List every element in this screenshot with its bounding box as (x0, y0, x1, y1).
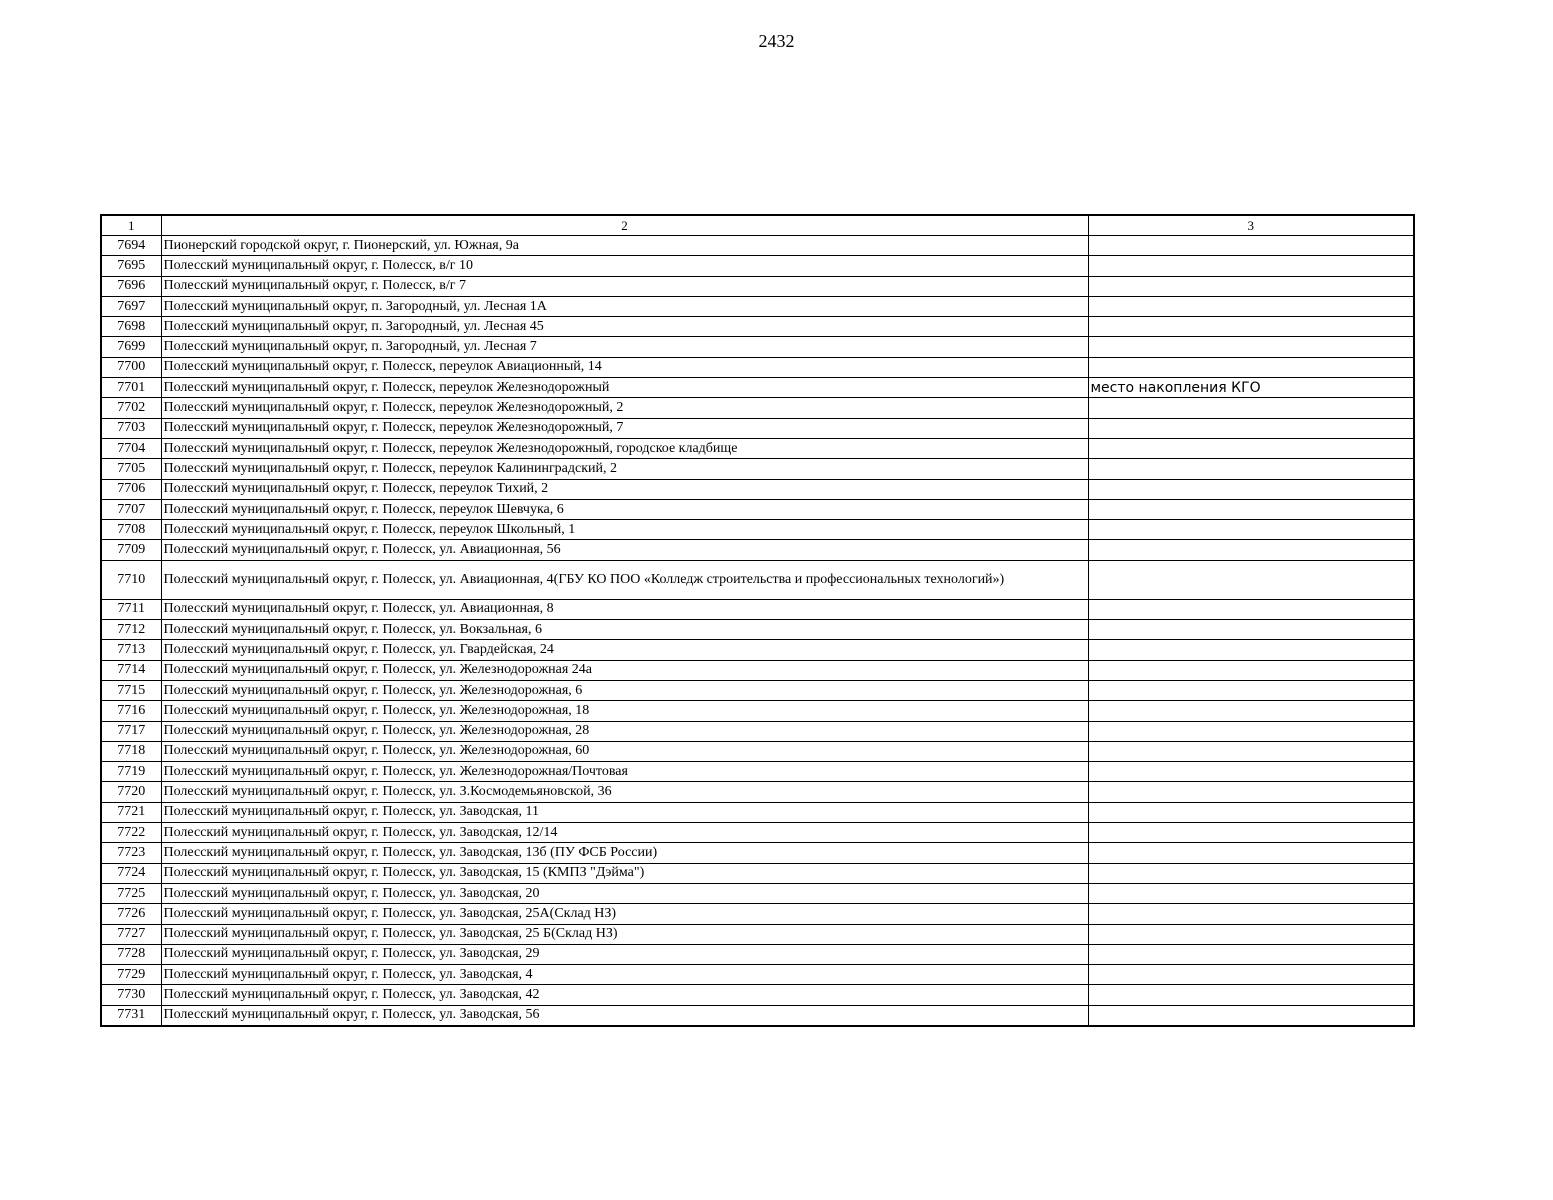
note-cell (1088, 741, 1414, 761)
row-number-cell: 7714 (101, 660, 161, 680)
note-cell (1088, 599, 1414, 619)
row-number-cell: 7696 (101, 276, 161, 296)
address-cell: Полесский муниципальный округ, г. Полесск, в/г 10 (161, 256, 1088, 276)
address-cell: Полесский муниципальный округ, п. Загородный, ул. Лесная 45 (161, 317, 1088, 337)
address-cell: Полесский муниципальный округ, г. Полесск, ул. Железнодорожная 24а (161, 660, 1088, 680)
table-row (101, 620, 1414, 640)
table-row (101, 296, 1414, 316)
page-number: 2432 (758, 31, 795, 51)
address-cell: Полесский муниципальный округ, г. Полесск, ул. Заводская, 56 (161, 1005, 1088, 1026)
note-cell (1088, 985, 1414, 1005)
table-row (101, 863, 1414, 883)
note-cell (1088, 317, 1414, 337)
note-cell (1088, 479, 1414, 499)
table-row (101, 904, 1414, 924)
table-row (101, 944, 1414, 964)
row-number-cell: 7727 (101, 924, 161, 944)
table-row (101, 357, 1414, 377)
note-cell (1088, 823, 1414, 843)
row-number-cell: 7704 (101, 438, 161, 458)
note-cell (1088, 680, 1414, 700)
address-cell: Пионерский городской округ, г. Пионерский, ул. Южная, 9а (161, 236, 1088, 256)
table-row (101, 843, 1414, 863)
row-number-cell: 7697 (101, 296, 161, 316)
row-number-cell: 7722 (101, 823, 161, 843)
row-number-cell: 7715 (101, 680, 161, 700)
note-cell (1088, 620, 1414, 640)
table-row (101, 337, 1414, 357)
address-cell: Полесский муниципальный округ, г. Полесск, ул. Заводская, 12/14 (161, 823, 1088, 843)
note-cell (1088, 560, 1414, 599)
row-number-cell: 7724 (101, 863, 161, 883)
address-cell: Полесский муниципальный округ, г. Полесск, ул. Железнодорожная, 6 (161, 680, 1088, 700)
row-number-cell: 7709 (101, 540, 161, 560)
row-number-cell: 7721 (101, 802, 161, 822)
note-cell (1088, 520, 1414, 540)
address-cell: Полесский муниципальный округ, г. Полесск, ул. Заводская, 11 (161, 802, 1088, 822)
note-cell (1088, 236, 1414, 256)
note-cell (1088, 418, 1414, 438)
address-cell: Полесский муниципальный округ, г. Полесск, переулок Школьный, 1 (161, 520, 1088, 540)
table-row (101, 438, 1414, 458)
row-number-cell: 7705 (101, 459, 161, 479)
table-row (101, 499, 1414, 519)
note-cell (1088, 762, 1414, 782)
row-number-cell: 7703 (101, 418, 161, 438)
column-header-1: 1 (101, 215, 161, 236)
note-cell (1088, 540, 1414, 560)
note-cell (1088, 782, 1414, 802)
table-row (101, 317, 1414, 337)
note-cell (1088, 337, 1414, 357)
table-row (101, 418, 1414, 438)
address-cell: Полесский муниципальный округ, г. Полесск, ул. Железнодорожная/Почтовая (161, 762, 1088, 782)
table-row (101, 236, 1414, 256)
note-cell (1088, 701, 1414, 721)
address-cell: Полесский муниципальный округ, г. Полесск, переулок Тихий, 2 (161, 479, 1088, 499)
address-cell: Полесский муниципальный округ, г. Полесск, ул. Авиационная, 8 (161, 599, 1088, 619)
row-number-cell: 7723 (101, 843, 161, 863)
address-cell: Полесский муниципальный округ, п. Загородный, ул. Лесная 7 (161, 337, 1088, 357)
table-row (101, 1005, 1414, 1026)
row-number-cell: 7730 (101, 985, 161, 1005)
row-number-cell: 7694 (101, 236, 161, 256)
note-cell (1088, 965, 1414, 985)
address-cell: Полесский муниципальный округ, г. Полесск, ул. Заводская, 4 (161, 965, 1088, 985)
note-cell (1088, 843, 1414, 863)
table-row (101, 741, 1414, 761)
address-cell: Полесский муниципальный округ, г. Полесск, в/г 7 (161, 276, 1088, 296)
row-number-cell: 7713 (101, 640, 161, 660)
address-cell: Полесский муниципальный округ, г. Полесск, ул. Железнодорожная, 28 (161, 721, 1088, 741)
row-number-cell: 7698 (101, 317, 161, 337)
note-cell (1088, 863, 1414, 883)
table-row (101, 479, 1414, 499)
row-number-cell: 7731 (101, 1005, 161, 1026)
column-header-3: 3 (1088, 215, 1414, 236)
address-cell: Полесский муниципальный округ, г. Полесск, ул. Авиационная, 56 (161, 540, 1088, 560)
table-row (101, 823, 1414, 843)
note-cell (1088, 721, 1414, 741)
row-number-cell: 7720 (101, 782, 161, 802)
row-number-cell: 7701 (101, 378, 161, 398)
table-row (101, 256, 1414, 276)
row-number-cell: 7711 (101, 599, 161, 619)
address-cell: Полесский муниципальный округ, г. Полесск, переулок Железнодорожный, городское кладбище (161, 438, 1088, 458)
row-number-cell: 7718 (101, 741, 161, 761)
address-cell: Полесский муниципальный округ, г. Полесск, ул. Заводская, 42 (161, 985, 1088, 1005)
table-row (101, 802, 1414, 822)
table-row (101, 398, 1414, 418)
address-cell: Полесский муниципальный округ, г. Полесск, ул. Заводская, 25 Б(Склад НЗ) (161, 924, 1088, 944)
table-row (101, 701, 1414, 721)
row-number-cell: 7710 (101, 560, 161, 599)
table-row (101, 540, 1414, 560)
column-header-2: 2 (161, 215, 1088, 236)
note-cell (1088, 296, 1414, 316)
address-cell: Полесский муниципальный округ, г. Полесск, переулок Железнодорожный (161, 378, 1088, 398)
table-row (101, 599, 1414, 619)
note-cell (1088, 499, 1414, 519)
table-row (101, 378, 1414, 398)
address-cell: Полесский муниципальный округ, г. Полесск, ул. Заводская, 25А(Склад НЗ) (161, 904, 1088, 924)
address-cell: Полесский муниципальный округ, г. Полесск, переулок Железнодорожный, 7 (161, 418, 1088, 438)
row-number-cell: 7712 (101, 620, 161, 640)
row-number-cell: 7702 (101, 398, 161, 418)
table-row (101, 660, 1414, 680)
note-cell (1088, 276, 1414, 296)
table-row (101, 985, 1414, 1005)
address-cell: Полесский муниципальный округ, г. Полесск, ул. Вокзальная, 6 (161, 620, 1088, 640)
row-number-cell: 7699 (101, 337, 161, 357)
address-cell: Полесский муниципальный округ, г. Полесск, ул. Железнодорожная, 60 (161, 741, 1088, 761)
table-row (101, 680, 1414, 700)
note-cell (1088, 398, 1414, 418)
address-cell: Полесский муниципальный округ, г. Полесск, ул. Заводская, 20 (161, 883, 1088, 903)
note-cell (1088, 1005, 1414, 1026)
address-cell: Полесский муниципальный округ, г. Полесск, ул. Гвардейская, 24 (161, 640, 1088, 660)
address-cell: Полесский муниципальный округ, г. Полесск, ул. Заводская, 29 (161, 944, 1088, 964)
note-cell (1088, 660, 1414, 680)
table-row (101, 520, 1414, 540)
table-row (101, 782, 1414, 802)
table-row (101, 640, 1414, 660)
table-row (101, 560, 1414, 599)
registry-table-body (101, 215, 1414, 1026)
note-cell (1088, 924, 1414, 944)
row-number-cell: 7729 (101, 965, 161, 985)
note-cell: место накопления КГО (1088, 378, 1414, 398)
table-row (101, 721, 1414, 741)
note-cell (1088, 256, 1414, 276)
row-number-cell: 7695 (101, 256, 161, 276)
table-row (101, 762, 1414, 782)
address-cell: Полесский муниципальный округ, г. Полесск, переулок Авиационный, 14 (161, 357, 1088, 377)
address-cell: Полесский муниципальный округ, п. Загородный, ул. Лесная 1А (161, 296, 1088, 316)
note-cell (1088, 802, 1414, 822)
note-cell (1088, 883, 1414, 903)
address-cell: Полесский муниципальный округ, г. Полесск, ул. Авиационная, 4(ГБУ КО ПОО «Колледж строительства и профессиональных технологий») (161, 560, 1088, 599)
row-number-cell: 7726 (101, 904, 161, 924)
row-number-cell: 7706 (101, 479, 161, 499)
table-row (101, 965, 1414, 985)
table-row (101, 459, 1414, 479)
note-cell (1088, 944, 1414, 964)
note-cell (1088, 438, 1414, 458)
row-number-cell: 7717 (101, 721, 161, 741)
row-number-cell: 7707 (101, 499, 161, 519)
note-cell (1088, 904, 1414, 924)
row-number-cell: 7708 (101, 520, 161, 540)
row-number-cell: 7728 (101, 944, 161, 964)
address-cell: Полесский муниципальный округ, г. Полесск, ул. З.Космодемьяновской, 36 (161, 782, 1088, 802)
address-cell: Полесский муниципальный округ, г. Полесск, ул. Железнодорожная, 18 (161, 701, 1088, 721)
note-cell (1088, 357, 1414, 377)
address-cell: Полесский муниципальный округ, г. Полесск, переулок Шевчука, 6 (161, 499, 1088, 519)
table-header-row (101, 215, 1414, 236)
address-cell: Полесский муниципальный округ, г. Полесск, ул. Заводская, 13б (ПУ ФСБ России) (161, 843, 1088, 863)
registry-table (100, 214, 1415, 1027)
table-row (101, 883, 1414, 903)
address-cell: Полесский муниципальный округ, г. Полесск, переулок Калининградский, 2 (161, 459, 1088, 479)
address-cell: Полесский муниципальный округ, г. Полесск, переулок Железнодорожный, 2 (161, 398, 1088, 418)
table-row (101, 924, 1414, 944)
note-cell (1088, 459, 1414, 479)
row-number-cell: 7700 (101, 357, 161, 377)
row-number-cell: 7719 (101, 762, 161, 782)
note-cell (1088, 640, 1414, 660)
row-number-cell: 7725 (101, 883, 161, 903)
row-number-cell: 7716 (101, 701, 161, 721)
address-cell: Полесский муниципальный округ, г. Полесск, ул. Заводская, 15 (КМПЗ "Дэйма") (161, 863, 1088, 883)
table-row (101, 276, 1414, 296)
